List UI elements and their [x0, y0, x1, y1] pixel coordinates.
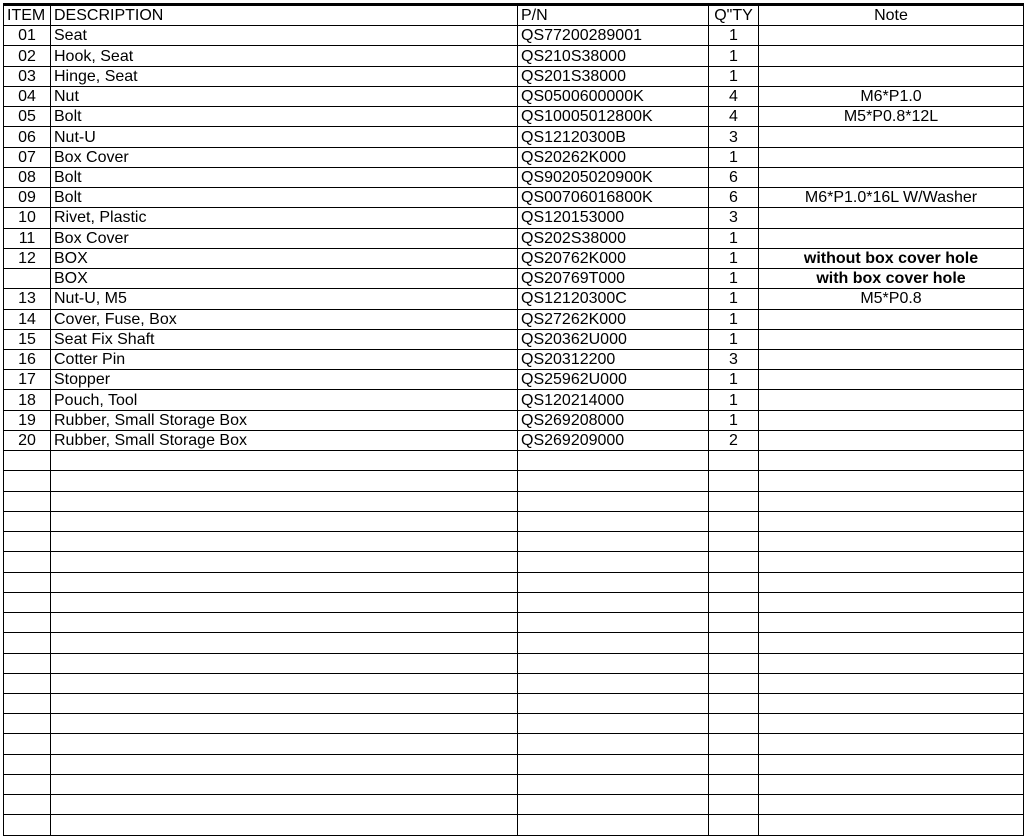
- table-row: [4, 329, 1024, 349]
- blank-cell-part-number: [518, 673, 709, 693]
- cell-quantity: 1: [709, 228, 759, 248]
- blank-cell-description: [51, 613, 518, 633]
- cell-description: Hook, Seat: [51, 46, 518, 66]
- blank-cell-description: [51, 572, 518, 592]
- blank-cell-part-number: [518, 451, 709, 471]
- cell-quantity: 1: [709, 390, 759, 410]
- header-row: [4, 5, 1024, 26]
- blank-cell-quantity: [709, 673, 759, 693]
- blank-cell-part-number: [518, 693, 709, 713]
- blank-cell-note: [759, 471, 1024, 491]
- cell-item: 12: [4, 248, 51, 268]
- blank-cell-quantity: [709, 633, 759, 653]
- blank-row: [4, 572, 1024, 592]
- table-row: [4, 370, 1024, 390]
- cell-part-number: QS201S38000: [518, 66, 709, 86]
- blank-cell-description: [51, 511, 518, 531]
- blank-cell-quantity: [709, 795, 759, 815]
- blank-cell-description: [51, 471, 518, 491]
- table-row: [4, 410, 1024, 430]
- cell-quantity: 1: [709, 370, 759, 390]
- cell-description: Nut: [51, 86, 518, 106]
- cell-note: [759, 349, 1024, 369]
- cell-description: Seat: [51, 26, 518, 46]
- table-row: [4, 349, 1024, 369]
- cell-item: 08: [4, 167, 51, 187]
- cell-description: Seat Fix Shaft: [51, 329, 518, 349]
- blank-cell-item: [4, 511, 51, 531]
- cell-quantity: 3: [709, 349, 759, 369]
- cell-quantity: 1: [709, 26, 759, 46]
- blank-cell-part-number: [518, 714, 709, 734]
- cell-part-number: QS20762K000: [518, 248, 709, 268]
- cell-part-number: QS12120300B: [518, 127, 709, 147]
- cell-item: 09: [4, 188, 51, 208]
- cell-quantity: 2: [709, 430, 759, 450]
- blank-cell-item: [4, 734, 51, 754]
- cell-description: Box Cover: [51, 147, 518, 167]
- cell-part-number: QS90205020900K: [518, 167, 709, 187]
- cell-quantity: 1: [709, 147, 759, 167]
- blank-cell-part-number: [518, 653, 709, 673]
- blank-row: [4, 633, 1024, 653]
- blank-cell-item: [4, 633, 51, 653]
- blank-cell-description: [51, 532, 518, 552]
- blank-cell-item: [4, 815, 51, 836]
- blank-cell-part-number: [518, 471, 709, 491]
- blank-cell-item: [4, 491, 51, 511]
- cell-note: [759, 127, 1024, 147]
- blank-cell-note: [759, 734, 1024, 754]
- blank-cell-quantity: [709, 471, 759, 491]
- blank-cell-item: [4, 532, 51, 552]
- blank-cell-description: [51, 673, 518, 693]
- blank-cell-note: [759, 754, 1024, 774]
- cell-part-number: QS20262K000: [518, 147, 709, 167]
- table-row: [4, 167, 1024, 187]
- blank-cell-quantity: [709, 734, 759, 754]
- blank-cell-quantity: [709, 572, 759, 592]
- blank-row: [4, 552, 1024, 572]
- cell-part-number: QS77200289001: [518, 26, 709, 46]
- blank-row: [4, 491, 1024, 511]
- cell-description: BOX: [51, 269, 518, 289]
- blank-row: [4, 613, 1024, 633]
- cell-item: 02: [4, 46, 51, 66]
- blank-cell-note: [759, 795, 1024, 815]
- cell-part-number: QS269208000: [518, 410, 709, 430]
- cell-description: Pouch, Tool: [51, 390, 518, 410]
- cell-note: [759, 329, 1024, 349]
- blank-cell-item: [4, 471, 51, 491]
- header-item: ITEM: [4, 5, 51, 26]
- blank-cell-description: [51, 592, 518, 612]
- cell-note: [759, 46, 1024, 66]
- table-row: [4, 46, 1024, 66]
- cell-note: [759, 410, 1024, 430]
- cell-part-number: QS12120300C: [518, 289, 709, 309]
- blank-cell-item: [4, 653, 51, 673]
- table-row: [4, 430, 1024, 450]
- blank-row: [4, 451, 1024, 471]
- cell-description: Rubber, Small Storage Box: [51, 430, 518, 450]
- cell-item: [4, 269, 51, 289]
- blank-cell-description: [51, 451, 518, 471]
- blank-cell-quantity: [709, 754, 759, 774]
- cell-item: 14: [4, 309, 51, 329]
- cell-quantity: 1: [709, 289, 759, 309]
- cell-quantity: 1: [709, 66, 759, 86]
- cell-note: without box cover hole: [759, 248, 1024, 268]
- cell-description: Nut-U: [51, 127, 518, 147]
- blank-cell-quantity: [709, 714, 759, 734]
- cell-part-number: QS120153000: [518, 208, 709, 228]
- blank-cell-quantity: [709, 532, 759, 552]
- cell-item: 17: [4, 370, 51, 390]
- cell-note: [759, 26, 1024, 46]
- table-row: [4, 26, 1024, 46]
- cell-note: [759, 430, 1024, 450]
- blank-cell-quantity: [709, 592, 759, 612]
- cell-part-number: QS27262K000: [518, 309, 709, 329]
- blank-cell-quantity: [709, 653, 759, 673]
- cell-item: 11: [4, 228, 51, 248]
- cell-description: BOX: [51, 248, 518, 268]
- table-row: [4, 269, 1024, 289]
- cell-part-number: QS20362U000: [518, 329, 709, 349]
- cell-description: Stopper: [51, 370, 518, 390]
- blank-row: [4, 734, 1024, 754]
- table-row: [4, 107, 1024, 127]
- cell-part-number: QS20312200: [518, 349, 709, 369]
- cell-item: 01: [4, 26, 51, 46]
- blank-cell-part-number: [518, 795, 709, 815]
- blank-row: [4, 592, 1024, 612]
- table-row: [4, 188, 1024, 208]
- cell-quantity: 1: [709, 269, 759, 289]
- header-quantity: Q"TY: [709, 5, 759, 26]
- blank-cell-part-number: [518, 532, 709, 552]
- header-description: DESCRIPTION: [51, 5, 518, 26]
- table-row: [4, 66, 1024, 86]
- table-row: [4, 208, 1024, 228]
- blank-cell-part-number: [518, 552, 709, 572]
- blank-cell-quantity: [709, 774, 759, 794]
- blank-cell-note: [759, 451, 1024, 471]
- cell-quantity: 3: [709, 208, 759, 228]
- blank-cell-description: [51, 795, 518, 815]
- blank-cell-description: [51, 693, 518, 713]
- blank-cell-note: [759, 673, 1024, 693]
- blank-cell-quantity: [709, 693, 759, 713]
- blank-cell-note: [759, 693, 1024, 713]
- blank-row: [4, 774, 1024, 794]
- cell-note: M6*P1.0: [759, 86, 1024, 106]
- cell-item: 19: [4, 410, 51, 430]
- parts-list-table: [3, 3, 1024, 836]
- blank-cell-item: [4, 592, 51, 612]
- cell-note: [759, 66, 1024, 86]
- cell-description: Bolt: [51, 167, 518, 187]
- table-row: [4, 248, 1024, 268]
- cell-item: 18: [4, 390, 51, 410]
- blank-row: [4, 471, 1024, 491]
- blank-cell-item: [4, 552, 51, 572]
- cell-part-number: QS120214000: [518, 390, 709, 410]
- cell-note: [759, 390, 1024, 410]
- cell-part-number: QS25962U000: [518, 370, 709, 390]
- blank-cell-description: [51, 774, 518, 794]
- cell-part-number: QS210S38000: [518, 46, 709, 66]
- blank-cell-part-number: [518, 572, 709, 592]
- blank-cell-item: [4, 572, 51, 592]
- blank-cell-part-number: [518, 633, 709, 653]
- blank-cell-item: [4, 774, 51, 794]
- cell-quantity: 1: [709, 46, 759, 66]
- blank-cell-note: [759, 511, 1024, 531]
- cell-part-number: QS202S38000: [518, 228, 709, 248]
- cell-part-number: QS20769T000: [518, 269, 709, 289]
- cell-quantity: 1: [709, 329, 759, 349]
- blank-cell-item: [4, 714, 51, 734]
- blank-cell-description: [51, 734, 518, 754]
- cell-item: 06: [4, 127, 51, 147]
- blank-row: [4, 673, 1024, 693]
- blank-cell-quantity: [709, 491, 759, 511]
- cell-part-number: QS00706016800K: [518, 188, 709, 208]
- blank-cell-description: [51, 552, 518, 572]
- blank-cell-note: [759, 714, 1024, 734]
- blank-cell-note: [759, 592, 1024, 612]
- table-row: [4, 390, 1024, 410]
- blank-cell-item: [4, 451, 51, 471]
- cell-item: 05: [4, 107, 51, 127]
- table-row: [4, 86, 1024, 106]
- blank-cell-description: [51, 714, 518, 734]
- cell-part-number: QS10005012800K: [518, 107, 709, 127]
- blank-cell-part-number: [518, 754, 709, 774]
- blank-cell-note: [759, 774, 1024, 794]
- cell-description: Rivet, Plastic: [51, 208, 518, 228]
- blank-cell-description: [51, 815, 518, 836]
- cell-note: [759, 208, 1024, 228]
- blank-cell-description: [51, 653, 518, 673]
- cell-quantity: 3: [709, 127, 759, 147]
- blank-cell-quantity: [709, 815, 759, 836]
- table-row: [4, 309, 1024, 329]
- blank-cell-part-number: [518, 774, 709, 794]
- blank-cell-part-number: [518, 592, 709, 612]
- blank-cell-description: [51, 491, 518, 511]
- table-row: [4, 147, 1024, 167]
- blank-cell-note: [759, 613, 1024, 633]
- blank-cell-part-number: [518, 815, 709, 836]
- cell-item: 10: [4, 208, 51, 228]
- blank-cell-item: [4, 673, 51, 693]
- parts-list-body: [4, 5, 1024, 836]
- blank-cell-note: [759, 572, 1024, 592]
- cell-note: with box cover hole: [759, 269, 1024, 289]
- cell-description: Cotter Pin: [51, 349, 518, 369]
- blank-cell-note: [759, 491, 1024, 511]
- blank-cell-note: [759, 653, 1024, 673]
- cell-item: 13: [4, 289, 51, 309]
- cell-note: [759, 370, 1024, 390]
- blank-cell-note: [759, 552, 1024, 572]
- blank-row: [4, 532, 1024, 552]
- cell-note: M5*P0.8*12L: [759, 107, 1024, 127]
- blank-cell-item: [4, 693, 51, 713]
- blank-cell-quantity: [709, 552, 759, 572]
- header-note: Note: [759, 5, 1024, 26]
- blank-cell-item: [4, 754, 51, 774]
- cell-description: Cover, Fuse, Box: [51, 309, 518, 329]
- cell-item: 15: [4, 329, 51, 349]
- blank-row: [4, 653, 1024, 673]
- cell-note: [759, 309, 1024, 329]
- blank-cell-part-number: [518, 491, 709, 511]
- cell-note: [759, 167, 1024, 187]
- table-row: [4, 127, 1024, 147]
- blank-cell-note: [759, 815, 1024, 836]
- cell-description: Bolt: [51, 188, 518, 208]
- table-row: [4, 228, 1024, 248]
- blank-row: [4, 815, 1024, 836]
- blank-cell-item: [4, 795, 51, 815]
- cell-item: 03: [4, 66, 51, 86]
- cell-quantity: 6: [709, 167, 759, 187]
- cell-note: [759, 147, 1024, 167]
- cell-description: Hinge, Seat: [51, 66, 518, 86]
- cell-quantity: 4: [709, 107, 759, 127]
- cell-item: 07: [4, 147, 51, 167]
- cell-quantity: 1: [709, 309, 759, 329]
- blank-row: [4, 714, 1024, 734]
- table-row: [4, 289, 1024, 309]
- cell-item: 16: [4, 349, 51, 369]
- blank-cell-quantity: [709, 451, 759, 471]
- blank-cell-part-number: [518, 511, 709, 531]
- cell-item: 04: [4, 86, 51, 106]
- blank-cell-part-number: [518, 613, 709, 633]
- blank-cell-item: [4, 613, 51, 633]
- cell-quantity: 6: [709, 188, 759, 208]
- header-part-number: P/N: [518, 5, 709, 26]
- cell-item: 20: [4, 430, 51, 450]
- cell-part-number: QS0500600000K: [518, 86, 709, 106]
- cell-part-number: QS269209000: [518, 430, 709, 450]
- cell-description: Bolt: [51, 107, 518, 127]
- blank-cell-quantity: [709, 613, 759, 633]
- blank-row: [4, 511, 1024, 531]
- cell-description: Nut-U, M5: [51, 289, 518, 309]
- blank-cell-description: [51, 633, 518, 653]
- blank-row: [4, 693, 1024, 713]
- cell-description: Rubber, Small Storage Box: [51, 410, 518, 430]
- cell-note: [759, 228, 1024, 248]
- cell-description: Box Cover: [51, 228, 518, 248]
- blank-cell-quantity: [709, 511, 759, 531]
- blank-cell-description: [51, 754, 518, 774]
- blank-row: [4, 795, 1024, 815]
- blank-cell-part-number: [518, 734, 709, 754]
- cell-quantity: 1: [709, 410, 759, 430]
- blank-cell-note: [759, 532, 1024, 552]
- cell-quantity: 4: [709, 86, 759, 106]
- cell-note: M6*P1.0*16L W/Washer: [759, 188, 1024, 208]
- cell-quantity: 1: [709, 248, 759, 268]
- blank-cell-note: [759, 633, 1024, 653]
- cell-note: M5*P0.8: [759, 289, 1024, 309]
- blank-row: [4, 754, 1024, 774]
